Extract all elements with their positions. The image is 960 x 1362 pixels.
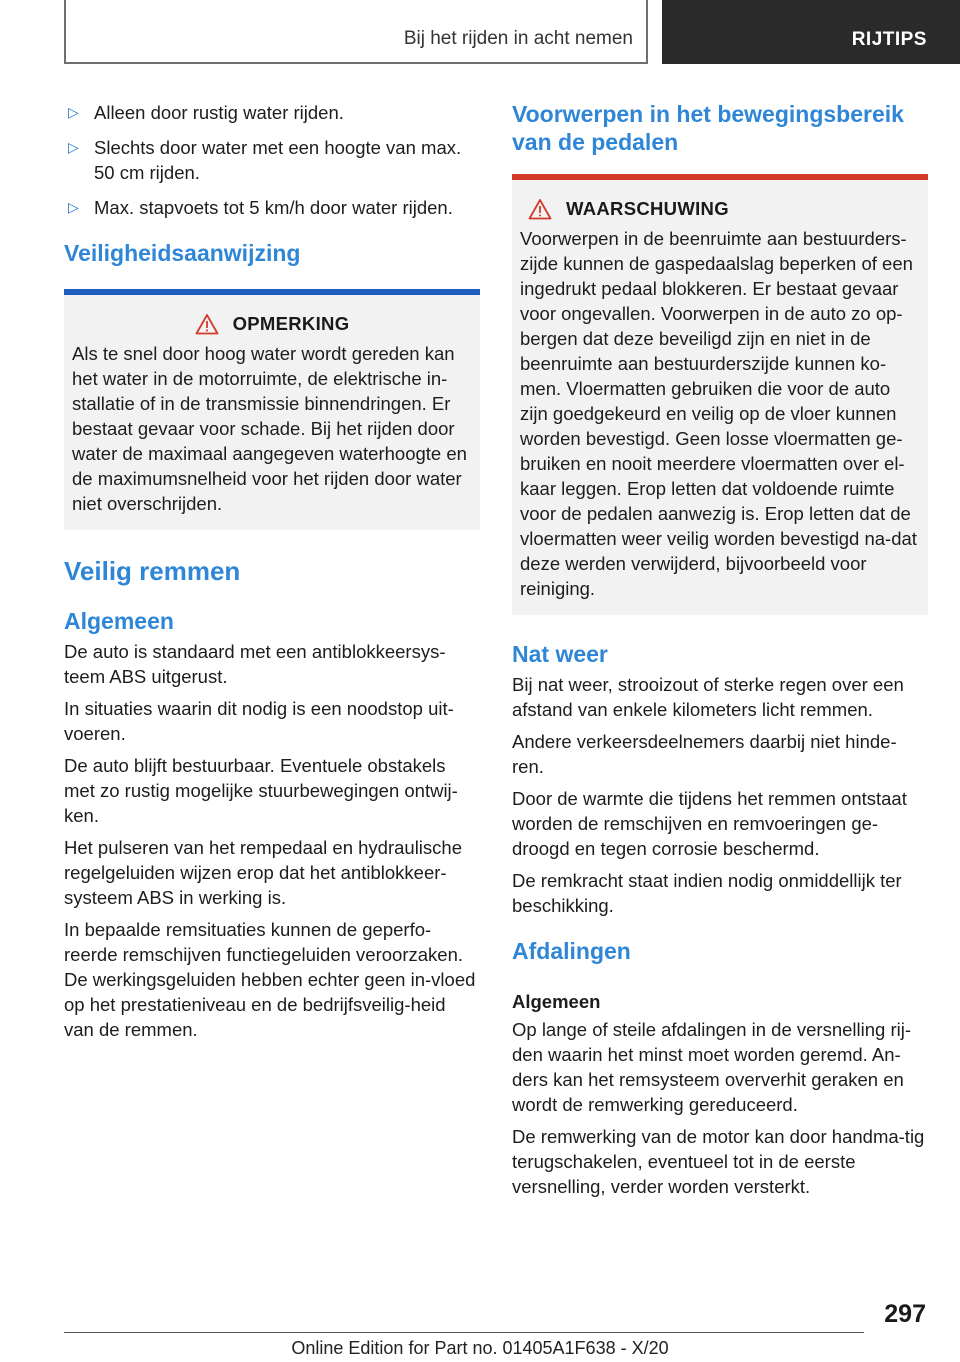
warning-title: WAARSCHUWING (520, 198, 920, 220)
paragraph: De remwerking van de motor kan door handma-tig terugschakelen, eventueel tot in de eerste versnelling, verder worden versterkt. (512, 1126, 925, 1197)
warning-triangle-icon (528, 198, 552, 220)
footer-divider (64, 1332, 864, 1333)
header-section-title: Bij het rijden in acht nemen (403, 28, 633, 49)
header-chapter-tab (662, 0, 960, 64)
right-column (512, 100, 928, 1206)
paragraph: Andere verkeersdeelnemers daarbij niet hinde-ren. (512, 731, 897, 777)
warning-box (512, 174, 928, 615)
footer-edition: Online Edition for Part no. 01405A1F638 - X/20 (291, 1338, 669, 1358)
water-bullet-list (64, 100, 480, 220)
paragraph: Het pulseren van het rempedaal en hydraulische regelgeluiden wijzen erop dat het antiblokkeer-systeem ABS in werking is. (64, 837, 462, 908)
warning-triangle-icon (195, 313, 219, 335)
left-column (64, 100, 480, 1049)
paragraph: De auto blijft bestuurbaar. Eventuele obstakels met zo rustig mogelijke stuurbewegingen ontwij-ken. (64, 755, 458, 826)
triangle-bullet-icon: ▷ (68, 199, 79, 215)
descents-heading: Afdalingen (512, 938, 631, 964)
note-box (64, 289, 480, 530)
paragraph: Op lange of steile afdalingen in de versnelling rij-den waarin het minst moet worden geremd. An-ders kan het remsysteem oververhit geraken en wordt de remwerking gereduceerd. (512, 1019, 912, 1115)
general-heading: Algemeen (64, 608, 174, 634)
note-text: Als te snel door hoog water wordt gereden kan het water in de motorruimte, de elektrische in-stallatie of in de transmissie binnendringen. Er bestaat gevaar voor schade. Bij het rijden door water de maximaal aangegeven waterhoogte en de maximumsnelheid voor het rijden door water niet overschrijden. (72, 343, 467, 514)
pedals-heading: Voorwerpen in het bewegingsbereik van de pedalen (512, 101, 904, 155)
list-item: ▷ Slechts door water met een hoogte van max. 50 cm rijden. (68, 137, 462, 183)
paragraph: In bepaalde remsituaties kunnen de geperfo-reerde remschijven functiegeluiden veroorzaken. De werkingsgeluiden hebben echter geen in-vloed op het prestatieniveau en de bedrijfsveilig-heid van de remmen. (64, 919, 476, 1040)
paragraph: De remkracht staat indien nodig onmiddellijk ter beschikking. (512, 870, 902, 916)
triangle-bullet-icon: ▷ (68, 139, 79, 155)
paragraph: In situaties waarin dit nodig is een noodstop uit-voeren. (64, 698, 454, 744)
list-item: ▷ Alleen door rustig water rijden. (68, 102, 344, 123)
brake-heading: Veilig remmen (64, 556, 241, 586)
paragraph: Bij nat weer, strooizout of sterke regen over een afstand van enkele kilometers licht remmen. (512, 674, 904, 720)
paragraph: Door de warmte die tijdens het remmen ontstaat worden de remschijven en remvoeringen ge-droogd en tegen corrosie beschermd. (512, 788, 907, 859)
safety-heading: Veiligheidsaanwijzing (64, 240, 301, 266)
page-number: 297 (884, 1300, 926, 1328)
paragraph: De auto is standaard met een antiblokkeersys-teem ABS uitgerust. (64, 641, 446, 687)
wet-weather-heading: Nat weer (512, 641, 608, 667)
header-chapter-title: RIJTIPS (851, 29, 927, 50)
list-item: ▷ Max. stapvoets tot 5 km/h door water rijden. (68, 197, 453, 218)
triangle-bullet-icon: ▷ (68, 104, 79, 120)
warning-text: Voorwerpen in de beenruimte aan bestuurders-zijde kunnen de gaspedaalslag beperken of een ingedrukt pedaal blokkeren. Er bestaat gevaar voor ongevallen. Voorwerpen in de auto zo op-bergen dat deze beveiligd zijn en niet in de beenruimte aan bestuurderszijde kunnen ko-men. Vloermatten gebruiken die voor de auto zijn goedgekeurd en veilig op de vloer kunnen worden bevestigd. Geen losse vloermatten ge-bruiken en nooit meerdere vloermatten over el-kaar leggen. Erop letten dat voldoende ruimte voor de pedalen aanwezig is. Erop letten dat de vloermatten weer veilig worden bevestigd na-dat deze werden verwijderd, bijvoorbeeld voor reiniging. (520, 228, 917, 599)
note-title: OPMERKING (72, 313, 472, 335)
header-section-tab (64, 0, 648, 64)
descents-subheading: Algemeen (512, 991, 601, 1012)
